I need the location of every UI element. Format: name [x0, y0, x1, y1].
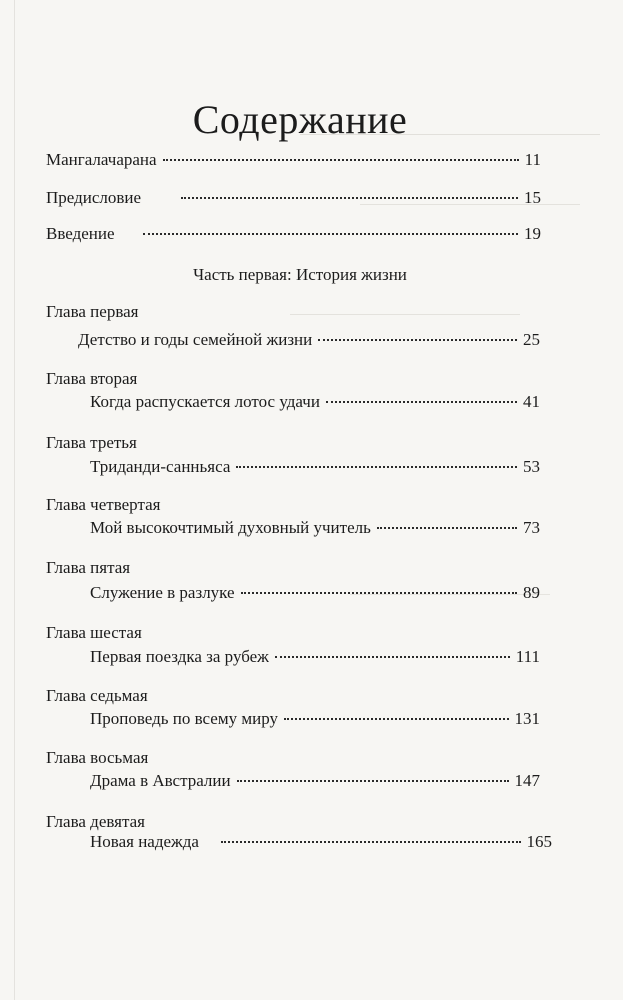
dot-leader	[221, 841, 521, 843]
chapter-heading: Глава восьмая	[46, 748, 149, 767]
toc-entry-chapter-2[interactable]	[90, 392, 540, 412]
toc-entry-label: Когда распускается лотос удачи	[90, 392, 320, 411]
toc-entry-chapter-9[interactable]	[90, 832, 552, 852]
toc-entry-page: 89	[523, 583, 540, 602]
chapter-heading: Глава третья	[46, 433, 137, 452]
dot-leader	[163, 159, 519, 161]
toc-entry-page: 131	[514, 709, 540, 728]
toc-entry-preface[interactable]	[46, 188, 541, 208]
toc-entry-label: Детство и годы семейной жизни	[78, 330, 313, 349]
dot-leader	[236, 466, 517, 468]
toc-entry-introduction[interactable]	[46, 224, 541, 244]
page-gutter-line	[14, 0, 15, 1000]
toc-entry-page: 25	[523, 330, 540, 349]
chapter-heading: Глава пятая	[46, 558, 131, 577]
toc-entry-label: Служение в разлуке	[90, 583, 235, 602]
dot-leader	[284, 718, 509, 720]
toc-entry-label: Предисловие	[46, 188, 142, 207]
toc-entry-chapter-5[interactable]	[90, 583, 540, 603]
toc-entry-chapter-7[interactable]	[90, 709, 540, 729]
dot-leader	[275, 656, 510, 658]
toc-entry-chapter-1[interactable]	[78, 330, 540, 350]
toc-entry-label: Первая поездка за рубеж	[90, 647, 269, 666]
chapter-heading: Глава вторая	[46, 369, 138, 388]
dot-leader	[241, 592, 517, 594]
chapter-heading: Глава четвертая	[46, 495, 161, 514]
page-title: Содержание	[192, 97, 408, 142]
toc-entry-page: 15	[524, 188, 541, 207]
toc-entry-chapter-6[interactable]	[90, 647, 540, 667]
chapter-heading: Глава седьмая	[46, 686, 148, 705]
toc-entry-page: 147	[514, 771, 540, 790]
toc-entry-label: Новая надежда	[90, 832, 199, 851]
dot-leader	[318, 339, 517, 341]
dot-leader	[143, 233, 518, 235]
dot-leader	[181, 197, 518, 199]
bleed-through-mark	[290, 300, 520, 315]
toc-entry-label: Триданди-санньяса	[90, 457, 231, 476]
toc-entry-page: 73	[523, 518, 540, 537]
chapter-heading: Глава шестая	[46, 623, 142, 642]
dot-leader	[237, 780, 509, 782]
toc-entry-page: 53	[523, 457, 540, 476]
toc-entry-label: Введение	[46, 224, 115, 243]
part-heading: Часть первая: История жизни	[193, 265, 407, 284]
toc-entry-mangalacharana[interactable]	[46, 150, 541, 170]
toc-entry-label: Мой высокочтимый духовный учитель	[90, 518, 371, 537]
toc-entry-page: 165	[526, 832, 552, 851]
toc-entry-label: Проповедь по всему миру	[90, 709, 278, 728]
toc-entry-label: Драма в Австралии	[90, 771, 231, 790]
toc-entry-page: 11	[524, 150, 541, 169]
toc-entry-chapter-8[interactable]	[90, 771, 540, 791]
toc-entry-label: Мангалачарана	[46, 150, 157, 169]
toc-entry-page: 19	[524, 224, 541, 243]
chapter-heading: Глава девятая	[46, 812, 145, 831]
chapter-heading: Глава первая	[46, 302, 139, 321]
toc-entry-page: 111	[515, 647, 540, 666]
toc-entry-chapter-3[interactable]	[90, 457, 540, 477]
dot-leader	[377, 527, 517, 529]
dot-leader	[326, 401, 517, 403]
toc-entry-chapter-4[interactable]	[90, 518, 540, 538]
toc-entry-page: 41	[523, 392, 540, 411]
